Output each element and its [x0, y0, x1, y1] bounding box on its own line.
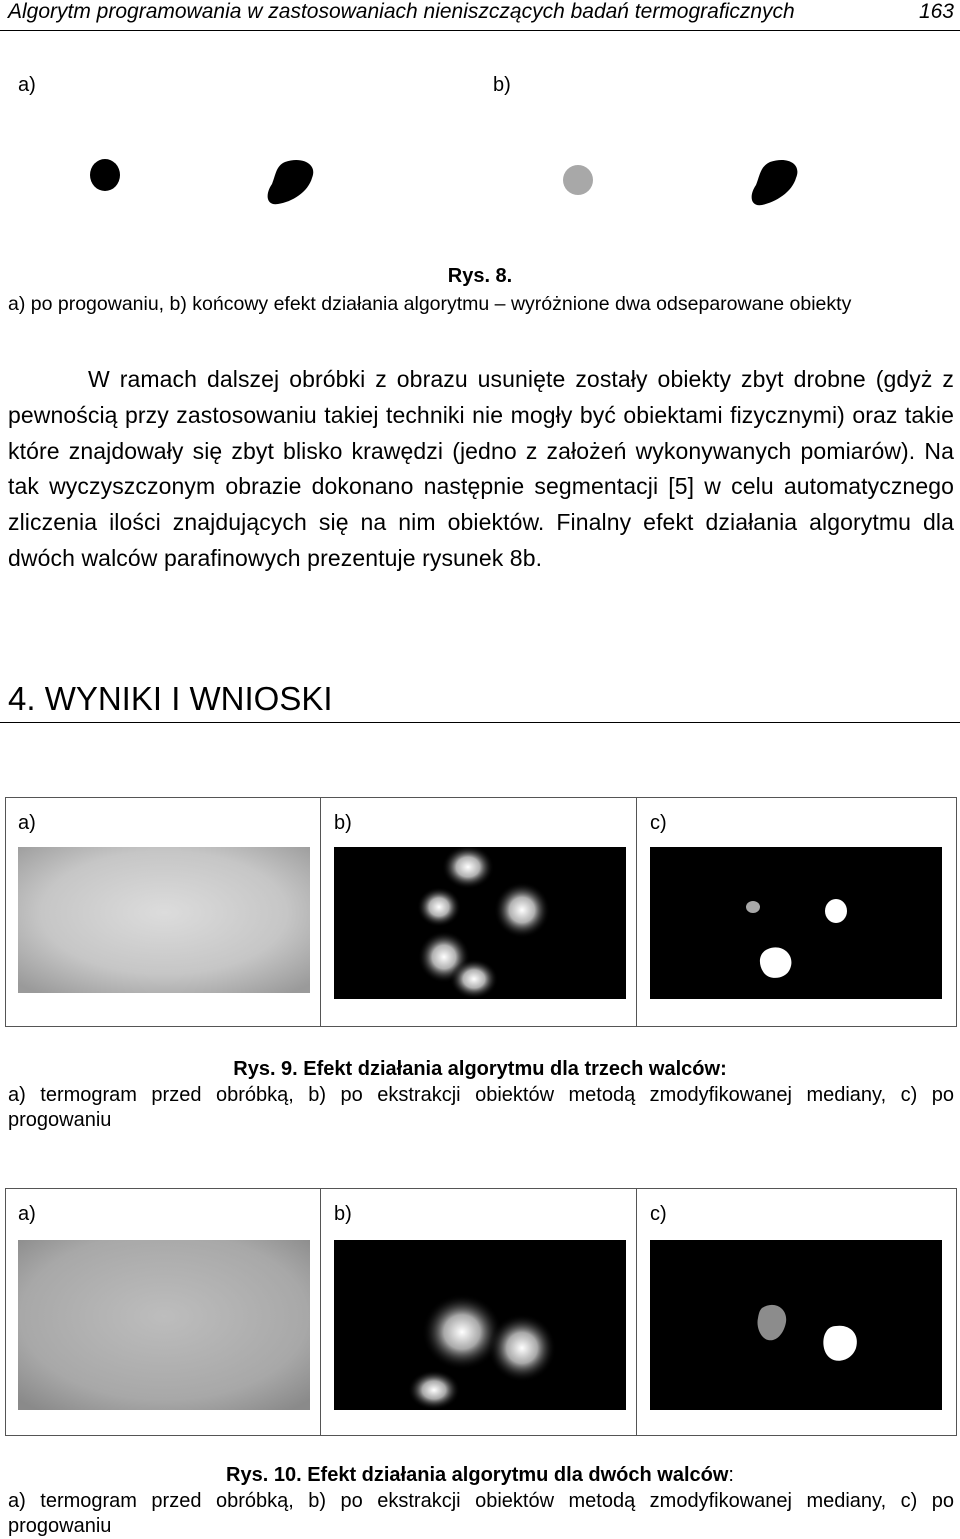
- fig9b-spot-5: [450, 959, 498, 999]
- fig10-caption-title-line: [0, 1464, 960, 1487]
- fig10-label-b: b): [334, 1203, 352, 1225]
- fig8-caption-title: Rys. 8.: [447, 265, 513, 287]
- fig8a-blob-2: [268, 160, 314, 204]
- body-paragraph: W ramach dalszej obróbki z obrazu usunięte zostały obiekty zbyt drobne (gdyż z pewnością przy zastosowaniu takiej techniki nie mogły być obiektami fizycznymi) oraz takie które znajdowały się zbyt blisko krawędzi (jedno z założeń wykonywanych pomiarów). Na tak wyczyszczonym obrazie dokonano następnie segmentacji [5] w celu automatycznego zliczenia ilości znajdujących się na nim obiektów. Finalny efekt działania algorytmu dla dwóch walców parafinowych prezentuje rysunek 8b.: [8, 366, 954, 571]
- fig9c-object-2: [825, 899, 847, 923]
- fig10-caption-colon: :: [728, 1464, 734, 1486]
- fig9-label-c: c): [650, 812, 667, 834]
- section-heading: 4. WYNIKI I WNIOSKI: [8, 680, 333, 717]
- fig10-caption-title: Rys. 10. Efekt działania algorytmu dla dwóch walców: [226, 1464, 729, 1486]
- fig9b-spot-2: [417, 887, 461, 927]
- fig9-caption-title: Rys. 9. Efekt działania algorytmu dla trzech walców:: [233, 1058, 727, 1080]
- running-header-title: Algorytm programowania w zastosowaniach nieniszczących badań termograficznych: [8, 0, 795, 23]
- fig10b-spot-3: [408, 1370, 460, 1410]
- page-number: 163: [918, 0, 954, 23]
- fig9b-spot-3: [494, 882, 550, 938]
- fig9-label-a: a): [18, 812, 36, 834]
- fig10b-spot-2: [488, 1314, 556, 1382]
- fig10b-extracted-objects-image: [334, 1240, 626, 1410]
- fig10-label-c: c): [650, 1203, 667, 1225]
- fig10a-thermogram-image: [18, 1240, 310, 1410]
- fig9c-object-3: [760, 947, 792, 978]
- fig8-label-a: a): [18, 74, 36, 96]
- fig8a-thresholded-image: [80, 150, 330, 210]
- fig10c-thresholded-image: [650, 1240, 942, 1410]
- fig9-caption-text: a) termogram przed obróbką, b) po ekstrakcji obiektów metodą zmodyfikowanej mediany, c) po progowaniu: [8, 1084, 954, 1131]
- fig9-label-b: b): [334, 812, 352, 834]
- fig10-caption-text: a) termogram przed obróbką, b) po ekstrakcji obiektów metodą zmodyfikowanej mediany, c) po progowaniu: [8, 1490, 954, 1537]
- fig8a-blob-1: [90, 159, 120, 191]
- fig8-caption-text: a) po progowaniu, b) końcowy efekt działania algorytmu – wyróżnione dwa odseparowane obiekty: [8, 293, 852, 315]
- fig8-label-b: b): [493, 74, 511, 96]
- section-rule: [0, 722, 960, 723]
- fig9c-thresholded-image: [650, 847, 942, 999]
- fig10-label-a: a): [18, 1203, 36, 1225]
- fig8b-object-1: [563, 165, 593, 195]
- fig9b-spot-1: [442, 847, 494, 889]
- fig9c-object-1: [746, 901, 760, 913]
- fig9b-extracted-objects-image: [334, 847, 626, 999]
- header-rule: [0, 30, 960, 31]
- fig8b-segmented-image: [550, 150, 810, 210]
- fig8b-object-2: [752, 160, 798, 205]
- fig9a-thermogram-image: [18, 847, 310, 993]
